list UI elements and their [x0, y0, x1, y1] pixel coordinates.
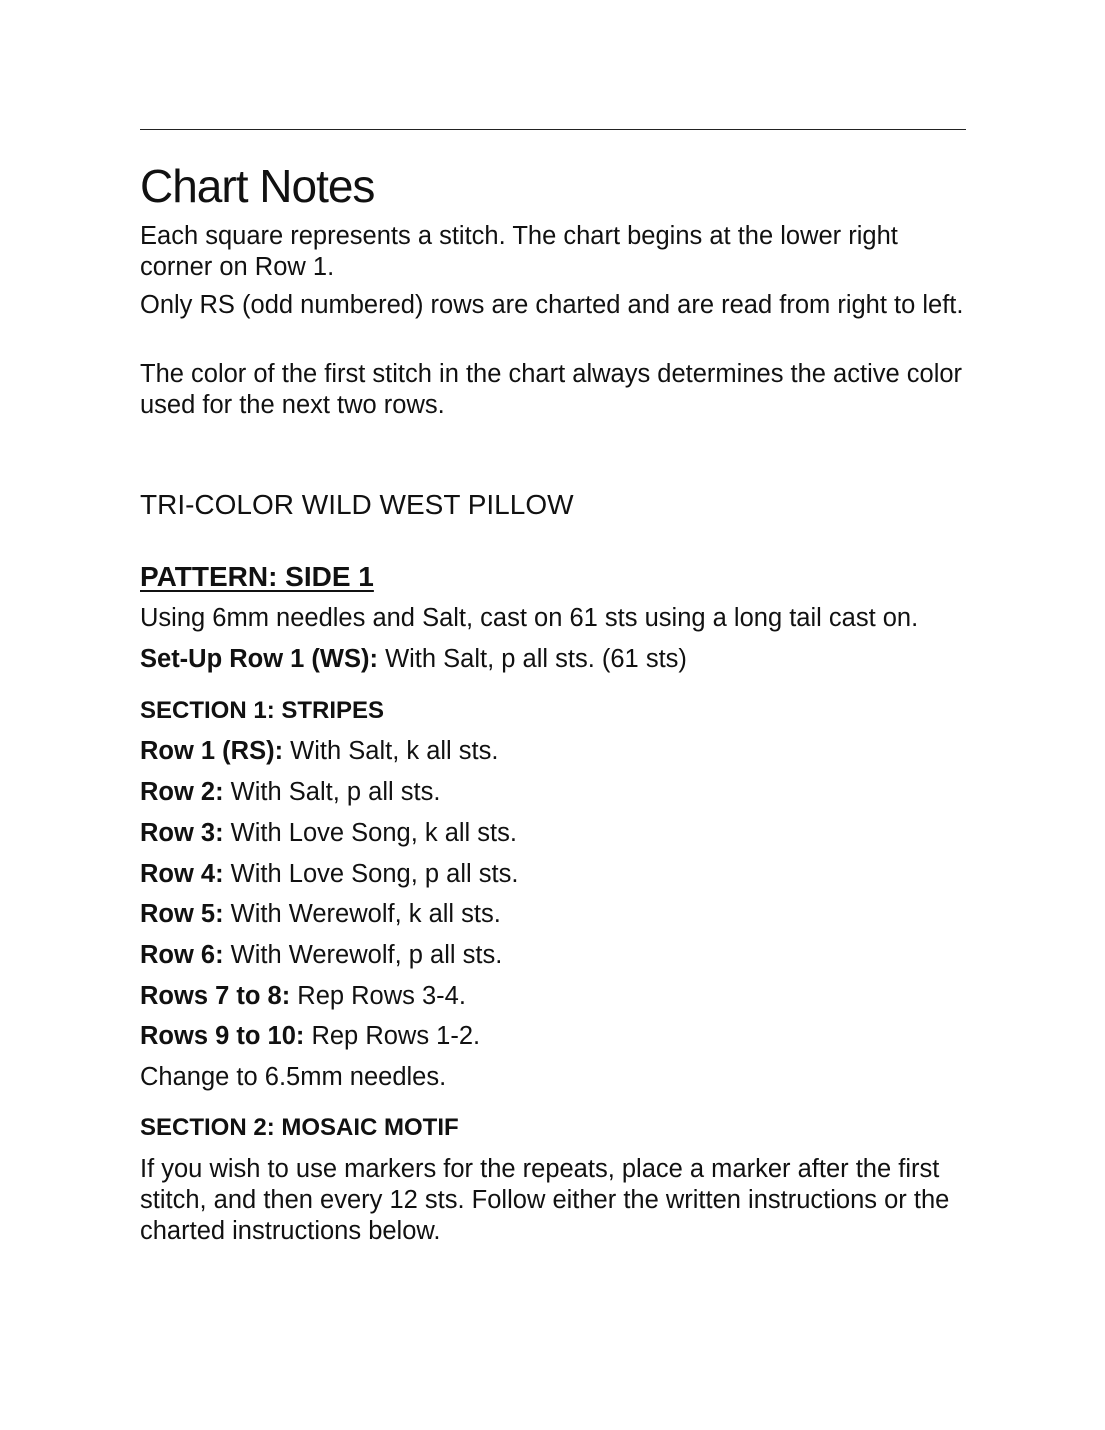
stripe-row-3 [140, 818, 517, 849]
row-label: Rows 9 to 10: [140, 1022, 305, 1050]
row-text: Rep Rows 3-4. [290, 982, 466, 1010]
row-text: With Salt, k all sts. [283, 737, 499, 765]
row-text: Rep Rows 1-2. [304, 1022, 481, 1050]
horizontal-rule [140, 129, 966, 130]
pattern-name: TRI-COLOR WILD WEST PILLOW [140, 489, 574, 520]
chart-note-paragraph-3: The color of the first stitch in the chart always determines the active color used for the next two rows. [140, 360, 963, 419]
section-2-heading: SECTION 2: MOSAIC MOTIF [140, 1114, 459, 1141]
chart-notes-title: Chart Notes [140, 160, 375, 212]
row-label: Row 6: [140, 941, 224, 969]
setup-row-text: With Salt, p all sts. (61 sts) [377, 645, 687, 673]
row-text: With Werewolf, k all sts. [223, 900, 501, 928]
stripe-row-5 [140, 899, 501, 930]
row-text: With Love Song, k all sts. [223, 819, 517, 847]
needle-change-instruction: Change to 6.5mm needles. [140, 1063, 447, 1091]
row-text: With Salt, p all sts. [223, 778, 441, 806]
chart-note-paragraph-2: Only RS (odd numbered) rows are charted and are read from right to left. [140, 291, 964, 319]
stripe-row-2 [140, 777, 440, 808]
stripe-row-1 [140, 736, 498, 767]
stripe-row-4 [140, 859, 518, 890]
cast-on-instruction: Using 6mm needles and Salt, cast on 61 sts using a long tail cast on. [140, 604, 919, 632]
row-text: With Werewolf, p all sts. [223, 941, 503, 969]
pattern-side-heading: PATTERN: SIDE 1 [140, 561, 374, 592]
row-text: With Love Song, p all sts. [223, 860, 519, 888]
row-label: Row 4: [140, 860, 224, 888]
section-2-instructions: If you wish to use markers for the repeats, place a marker after the first stitch, and then every 12 sts. Follow either the written instructions or the charted instructions below. [140, 1155, 950, 1245]
setup-row [140, 644, 687, 675]
section-1-heading: SECTION 1: STRIPES [140, 697, 385, 724]
row-label: Row 5: [140, 900, 224, 928]
row-label: Row 1 (RS): [140, 737, 284, 765]
stripe-row-7 [140, 981, 466, 1012]
row-label: Row 2: [140, 778, 224, 806]
chart-note-paragraph-1: Each square represents a stitch. The chart begins at the lower right corner on Row 1. [140, 222, 898, 281]
stripe-row-8 [140, 1021, 480, 1052]
setup-row-label: Set-Up Row 1 (WS): [140, 645, 378, 673]
row-label: Rows 7 to 8: [140, 982, 291, 1010]
stripe-row-6 [140, 940, 502, 971]
row-label: Row 3: [140, 819, 224, 847]
